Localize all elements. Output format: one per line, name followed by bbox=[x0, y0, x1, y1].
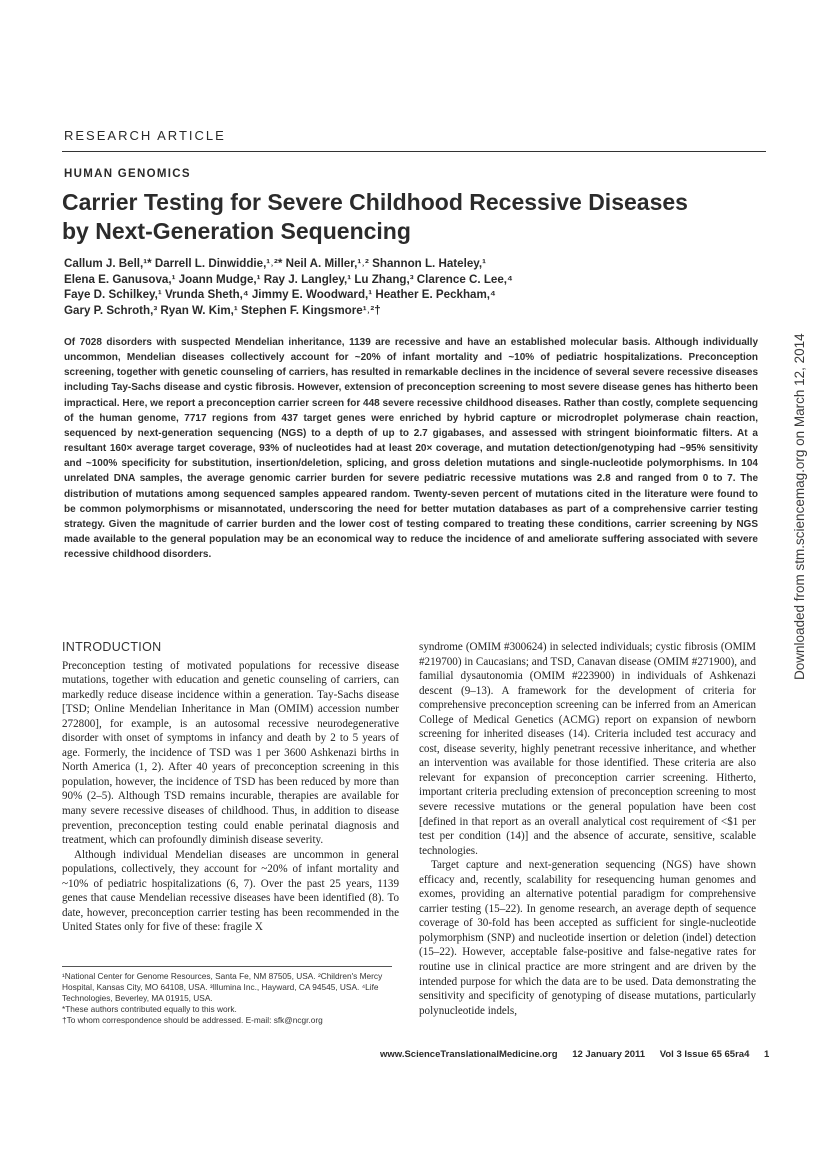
correspondence-footnote: †To whom correspondence should be addressed. E-mail: sfk@ncgr.org bbox=[62, 1015, 323, 1025]
abstract: Of 7028 disorders with suspected Mendelian inheritance, 1139 are recessive and have an established molecular basis. Although individually uncommon, Mendelian diseases collectively account for ~20% of infant mortality and ~10% of pediatric hospitalizations. Preconception screening, together with genetic counseling of carriers, has resulted in remarkable declines in the incidence of several severe recessive diseases including Tay-Sachs disease and cystic fibrosis. However, extension of preconception screening to most severe disease genes has hitherto been impractical. Here, we report a preconception carrier screen for 448 severe recessive childhood diseases. Rather than costly, complete sequencing of the human genome, 7717 regions from 437 target genes were enriched by hybrid capture or microdroplet polymerase chain reaction, sequenced by next-generation sequencing (NGS) to a depth of up to 2.7 gigabases, and assessed with stringent bioinformatic filters. At a resultant 160× average target coverage, 93% of nucleotides had at least 20× coverage, and mutation detection/genotyping had ~95% sensitivity and ~100% specificity for substitution, insertion/deletion, splicing, and gross deletion mutations and single-nucleotide polymorphisms. In 104 unrelated DNA samples, the average genomic carrier burden for severe pediatric recessive mutations was 2.8 and ranged from 0 to 7. The distribution of mutations among sequenced samples appeared random. Twenty-seven percent of mutations cited in the literature were found to be common polymorphisms or misannotated, underscoring the need for better mutation databases as part of a comprehensive carrier testing strategy. Given the magnitude of carrier burden and the lower cost of testing compared to treating these conditions, carrier screening by NGS made available to the general population may be an economical way to reduce the incidence of and ameliorate suffering associated with severe recessive childhood disorders. bbox=[64, 337, 758, 561]
journal-website: www.ScienceTranslationalMedicine.org bbox=[380, 1049, 558, 1060]
right-column bbox=[419, 640, 756, 1018]
body-paragraph: Although individual Mendelian diseases are uncommon in general populations, collectively, they account for ~20% of infant mortality and ~10% of pediatric hospitalizations (6, 7). Over the past 25 years, 1139 genes that cause Mendelian recessive diseases have been identified (8). To date, however, preconception carrier testing has been recommended in the United States only for five of these: fragile X bbox=[62, 848, 399, 934]
section-label: RESEARCH ARTICLE bbox=[64, 128, 226, 143]
author-line: Callum J. Bell,¹* Darrell L. Dinwiddie,¹˒²* Neil A. Miller,¹˒² Shannon L. Hateley,¹ bbox=[64, 257, 486, 270]
volume-issue: Vol 3 Issue 65 65ra4 bbox=[659, 1049, 750, 1060]
subject-label: HUMAN GENOMICS bbox=[64, 168, 191, 180]
body-paragraph: syndrome (OMIM #300624) in selected individuals; cystic fibrosis (OMIM #219700) in Caucasians; and TSD, Canavan disease (OMIM #271900), and familial dysautonomia (OMIM #223900) in individuals of Ashkenazi descent (9–13). A framework for the development of criteria for comprehensive preconception screening can be inferred from an American College of Medical Genetics (ACMG) report on expansion of newborn screening for inherited diseases (14). Criteria included test accuracy and cost, disease severity, highly penetrant recessive inheritance, and whether an intervention was available for those identified. These criteria are also relevant for expansion of preconception carrier screening. Hitherto, important criteria precluding extension of preconception screening to most severe recessive mutations or the general population have been cost [defined in that report as an overall analytical cost requirement of <$1 per test per condition (14)] and the absence of accurate, sensitive, scalable technologies. bbox=[419, 641, 756, 857]
header-rule bbox=[62, 151, 766, 152]
left-column bbox=[62, 640, 399, 935]
author-line: Faye D. Schilkey,¹ Vrunda Sheth,⁴ Jimmy E. Woodward,¹ Heather E. Peckham,⁴ bbox=[64, 288, 496, 302]
author-list bbox=[64, 256, 704, 318]
author-line: Elena E. Ganusova,¹ Joann Mudge,¹ Ray J. Langley,¹ Lu Zhang,³ Clarence C. Lee,⁴ bbox=[64, 272, 513, 286]
page-number: 1 bbox=[764, 1049, 770, 1060]
body-paragraph: Preconception testing of motivated populations for recessive disease mutations, together with education and genetic counseling of carriers, can markedly reduce disease incidence within a generation. Tay-Sachs disease [TSD; Online Mendelian Inheritance in Man (OMIM) accession number 272800], for example, is an autosomal recessive neurodegenerative disorder with onset of symptoms in infancy and death by 2 to 5 years of age. Formerly, the incidence of TSD was 1 per 3600 Ashkenazi births in North America (1, 2). After 40 years of preconception screening in this population, however, the incidence of TSD has been reduced by more than 90% (2–5). Although TSD remains incurable, therapies are available for many severe recessive diseases of childhood. Thus, in addition to disease prevention, preconception testing could enable perinatal diagnosis and treatment, which can profoundly diminish disease severity. bbox=[62, 659, 399, 847]
footnotes bbox=[62, 971, 400, 1026]
page-footer bbox=[380, 1049, 781, 1060]
affiliations-footnote: ¹National Center for Genome Resources, Santa Fe, NM 87505, USA. ²Children's Mercy Hospital, Kansas City, MO 64108, USA. ³Illumina Inc., Hayward, CA 94545, USA. ⁴Life Technologies, Beverley, MA 01915, USA. bbox=[62, 971, 383, 1003]
footnote-rule bbox=[62, 966, 392, 967]
equal-contribution-footnote: *These authors contributed equally to this work. bbox=[62, 1004, 237, 1014]
article-title: Carrier Testing for Severe Childhood Recessive Diseases by Next-Generation Sequencing bbox=[62, 189, 688, 244]
author-line: Gary P. Schroth,³ Ryan W. Kim,¹ Stephen F. Kingsmore¹˒²† bbox=[64, 303, 381, 317]
body-paragraph: Target capture and next-generation sequencing (NGS) have shown efficacy and, recently, scalability for resequencing human genomes and exomes, providing an alternative potential paradigm for comprehensive carrier testing (15–22). In genome research, an average depth of sequence coverage of 30-fold has been accepted as sufficient for single-nucleotide polymorphism (SNP) and nucleotide insertion or deletion (indel) detection (15–22). However, acceptable false-positive and false-negative rates for routine use in clinical practice are more stringent and are driven by the intended purpose for which the data are to be used. Data demonstrating the sensitivity and specificity of genotyping of disease mutations, particularly polynucleotide indels, bbox=[419, 859, 756, 1017]
introduction-heading: INTRODUCTION bbox=[62, 640, 162, 654]
issue-date: 12 January 2011 bbox=[572, 1049, 646, 1060]
download-stamp: Downloaded from stm.sciencemag.org on March 12, 2014 bbox=[792, 333, 807, 680]
